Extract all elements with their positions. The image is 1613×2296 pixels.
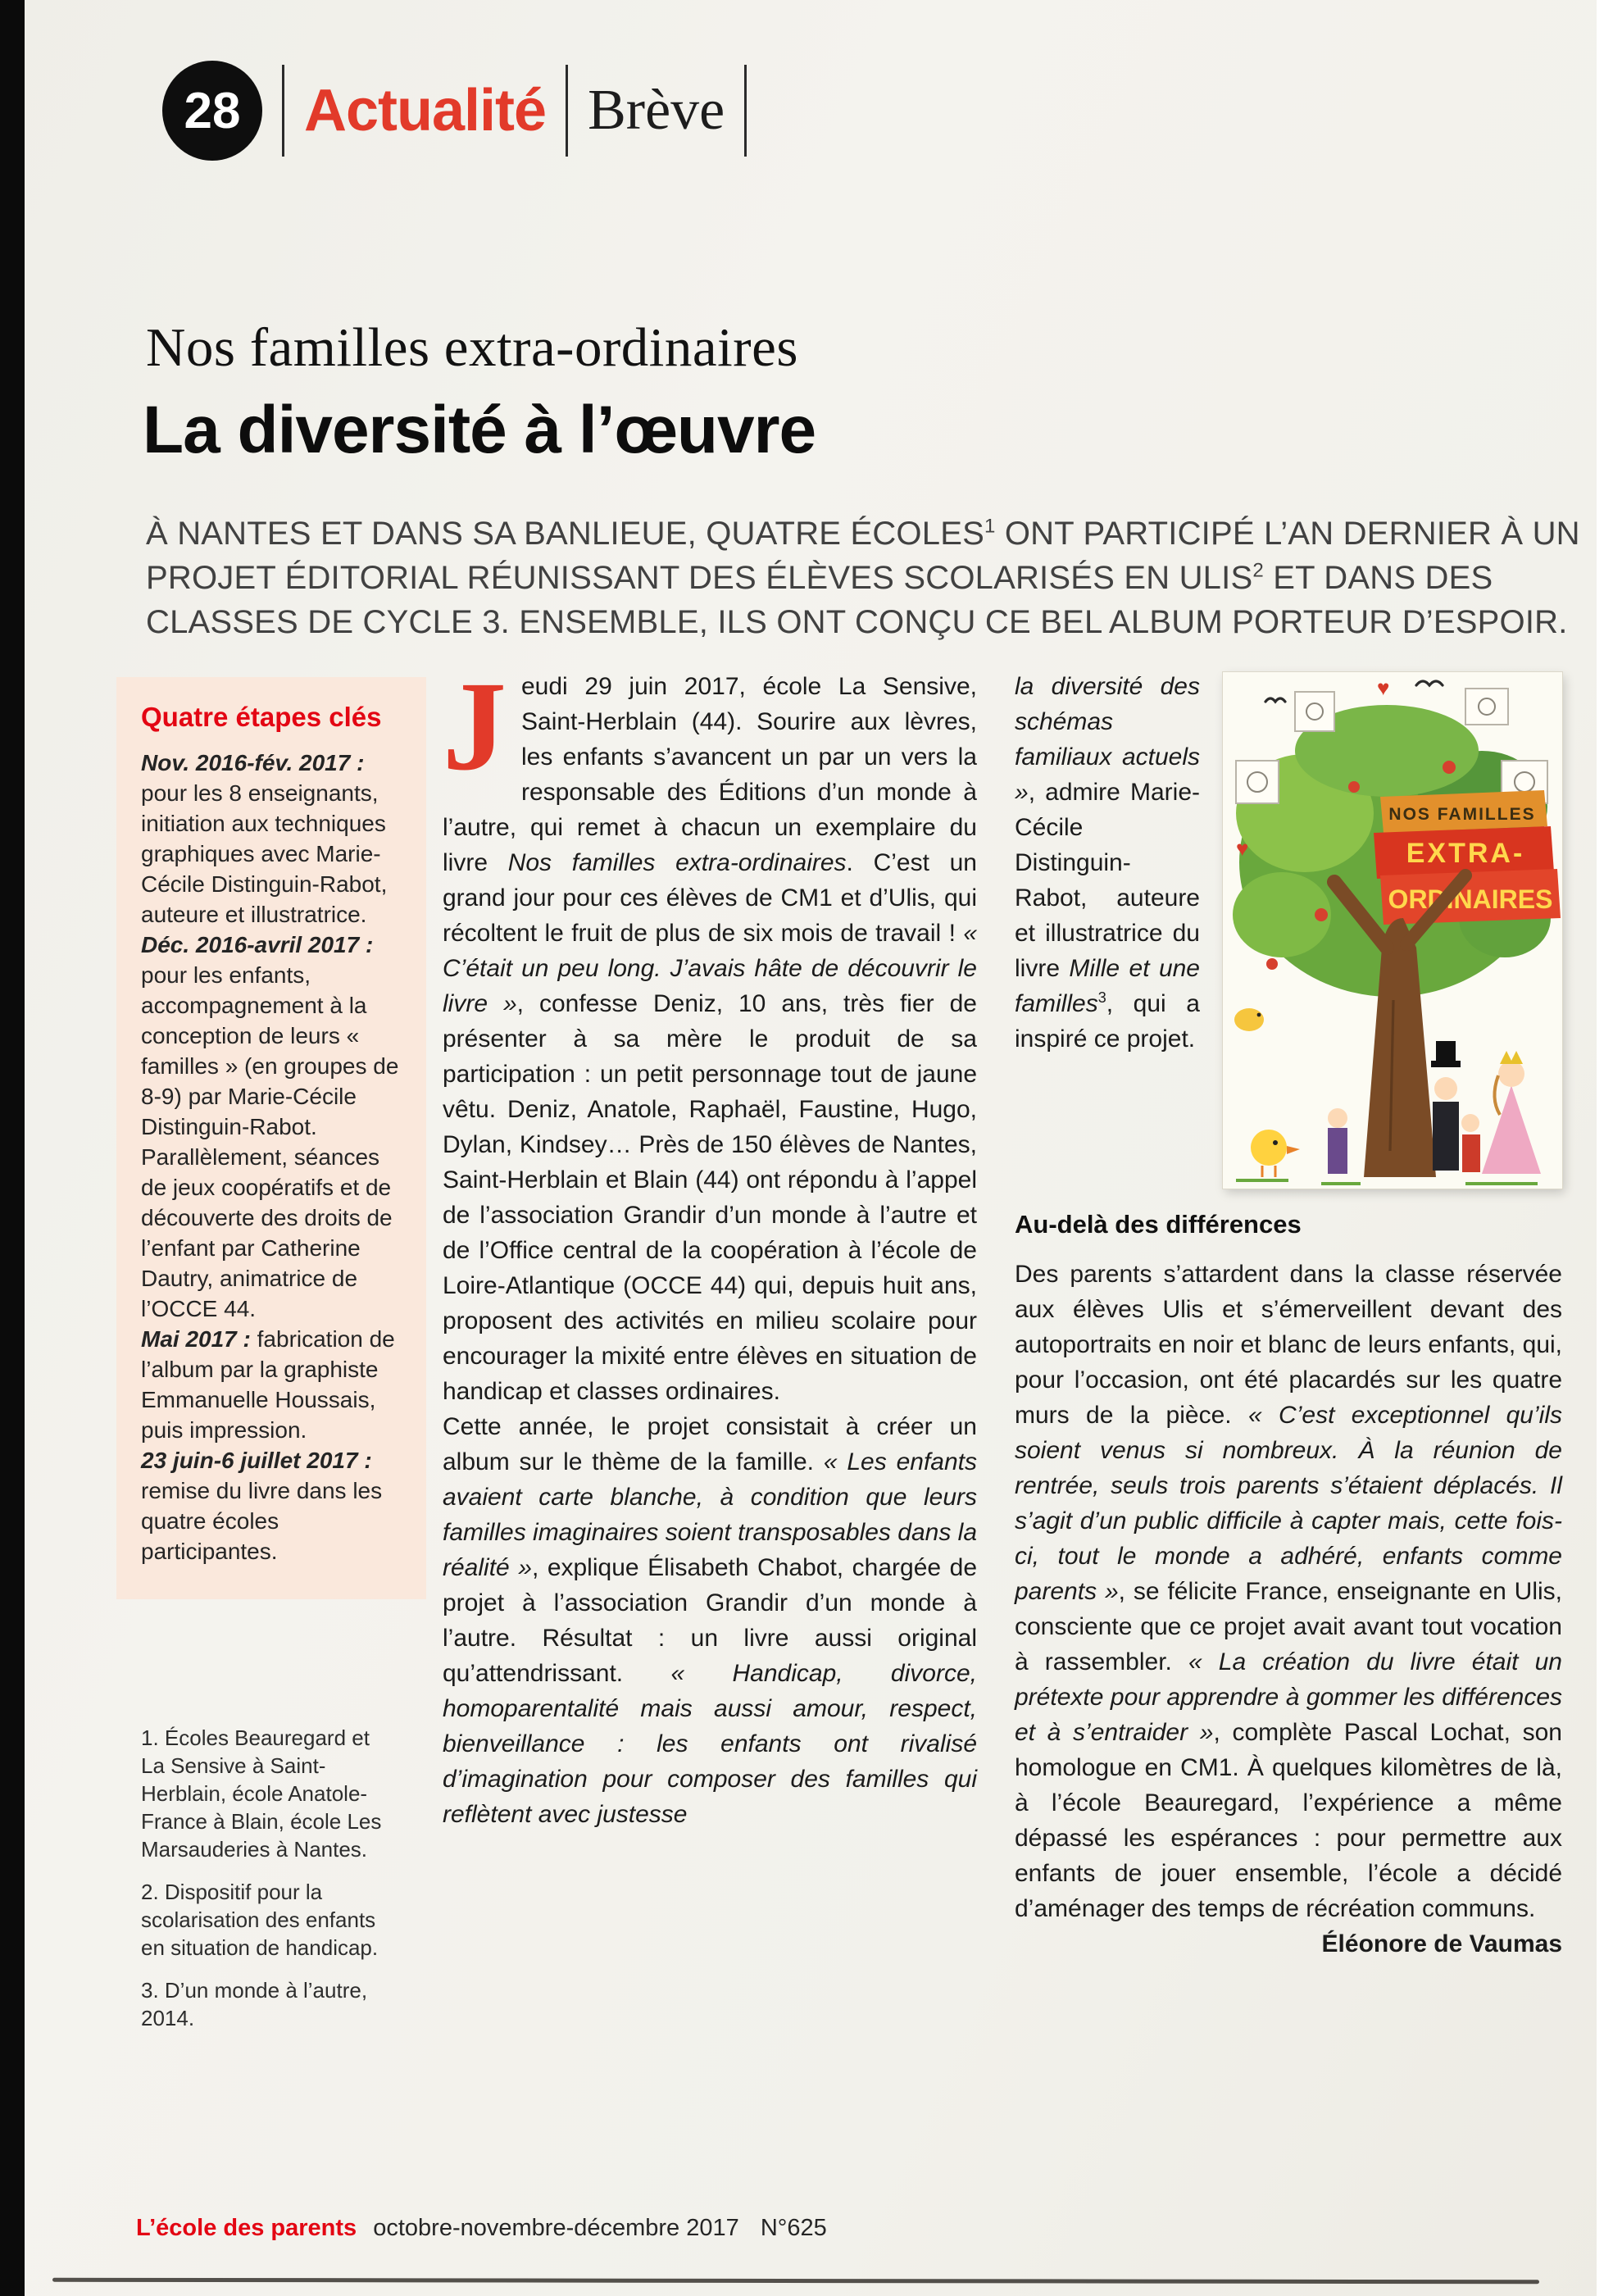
vignette-frame [1236, 761, 1279, 803]
page-header [162, 61, 766, 161]
sidebar-column [116, 677, 426, 2047]
vignette-frame [1295, 692, 1334, 731]
issue-date: octobre-novembre-décembre 2017 [373, 2215, 739, 2241]
key-steps-box [116, 677, 426, 1599]
paragraph-4-text: Des parents s’attardent dans la classe réservée aux élèves Ulis et s’émerveillent devant des autoportraits en noir et blanc de leurs enfants, qui, pour l’occasion, ont été placardés sur les quatre murs de la pièce. « C’est exceptionnel qu’ils soient venus si nombreux. À la réunion de rentrée, seuls trois parents s’étaient déplacés. Il s’agit d’un public difficile à capter mais, cette fois-ci, tout le monde a adhéré, enfants comme parents », se félicite France, enseignante en Ulis, consciente que ce projet avait avant tout vocation à rassembler. « La création du livre était un prétexte pour apprendre à gommer les différences et à s’entraider », complète Pascal Lochat, son homologue en CM1. À quelques kilomètres de là, à l’école Beauregard, l’expérience a même dépassé les espérances : pour permettre aux enfants de jouer ensemble, l’école a décidé d’aménager des temps de récréation communs. [1015, 1261, 1562, 1922]
key-step-date: Déc. 2016-avril 2017 : [141, 932, 374, 957]
article-kicker: Nos familles extra-ordinaires [146, 317, 798, 378]
paragraph-3: la diversité des schémas familiaux actuels », admire Marie-Cécile Distinguin-Rabot, auteure et illustratrice du livre Mille et une familles$^3$, qui a inspiré ce projet. [1015, 673, 1200, 1053]
page-footer [136, 2215, 827, 2242]
header-divider [744, 65, 747, 157]
key-step [141, 748, 403, 930]
red-figure [1461, 1114, 1480, 1172]
article-title: La diversité à l’œuvre [143, 393, 816, 467]
heart-icon: ♥ [1236, 836, 1249, 861]
key-steps-title: Quatre étapes clés [141, 702, 382, 732]
header-divider [566, 65, 568, 157]
book-title-mid: EXTRA- [1406, 838, 1525, 869]
paper-edge-right [1597, 0, 1613, 2296]
page-number: 28 [184, 82, 241, 139]
footnotes [141, 1724, 392, 2032]
section-label: Actualité [304, 78, 547, 143]
scan-edge-left [0, 0, 25, 2296]
issue-number: N°625 [760, 2215, 827, 2241]
heart-icon: ♥ [1377, 675, 1390, 700]
subhead: Au-delà des différences [1015, 1210, 1302, 1239]
byline: Éléonore de Vaumas [1321, 1930, 1562, 1957]
article-column-2 [1015, 669, 1562, 1962]
page-bottom-edge [52, 2278, 1539, 2285]
key-step [141, 930, 403, 1324]
article-column-1 [443, 655, 978, 1832]
key-step-text: pour les 8 enseignants, initiation aux techniques graphiques avec Marie-Cécile Distinguin-Rabot, auteure et illustratrice. [141, 780, 388, 927]
key-step [141, 1324, 403, 1445]
paragraph-1: eudi 29 juin 2017, école La Sensive, Saint-Herblain (44). Sourire aux lèvres, les enfants s’avancent un par un vers la responsable des Éditions d’un monde à l’autre, qui remet à chacun un exemplaire du livre Nos familles extra-ordinaires. C’est un grand jour pour ces élèves de CM1 et d’Ulis, qui récoltent le fruit de plus de six mois de travail ! « C’était un peu long. J’avais hâte de découvrir le livre », confesse Deniz, 10 ans, très fier de présenter à sa mère le produit de sa participation : un petit personnage tout de jaune vêtu. Deniz, Anatole, Raphaël, Faustine, Hugo, Dylan, Kindsey… Près de 150 élèves de Nantes, Saint-Herblain et Blain (44) ont répondu à l’appel de l’association Grandir d’un monde à l’autre et de l’Office central de la coopération à l’école de Loire-Atlantique (OCCE 44) qui, depuis huit ans, proposent des activités en milieu scolaire pour encourager la mixité entre élèves en situation de handicap et classes ordinaires. [443, 673, 977, 1405]
book-cover [1223, 672, 1562, 1189]
book-title-top: NOS FAMILLES [1388, 805, 1536, 824]
dropcap: J [443, 655, 507, 797]
key-step-date: Mai 2017 : [141, 1326, 251, 1352]
key-step-text: fabrication de l’album par la graphiste Emmanuelle Houssais, puis impression. [141, 1326, 395, 1443]
key-step-text: pour les enfants, accompagnement à la conception de leurs « familles » (en groupes de 8-9) par Marie-Cécile Distinguin-Rabot. Parallèlement, séances de jeux coopératifs et de découverte des droits de l’enfant par Catherine Dautry, animatrice de l’OCCE 44. [141, 962, 399, 1321]
rubric-label: Brève [588, 79, 725, 142]
purple-figure [1328, 1108, 1347, 1174]
key-step-text: remise du livre dans les quatre écoles participantes. [141, 1478, 383, 1564]
paragraph-4 [1015, 1257, 1562, 1957]
book-title-bottom: ORDINAIRES [1388, 884, 1553, 914]
header-divider [282, 65, 284, 157]
paragraph-2: Cette année, le projet consistait à créer un album sur le thème de la famille. « Les enfants avaient carte blanche, à condition que leurs familles imaginaires soient transposables dans la réalité », explique Élisabeth Chabot, chargée de projet à l’association Grandir d’un monde à l’autre. Résultat : un livre aussi original qu’attendrissant. « Handicap, divorce, homoparentalité mais aussi amour, respect, bienveillance : les enfants ont rivalisé d’imagination pour composer des familles qui reflètent avec justesse [443, 1413, 978, 1828]
book-cover-illustration [1223, 672, 1562, 1189]
yellow-bird-icon [1234, 1008, 1264, 1031]
footnote-1: 1. Écoles Beauregard et La Sensive à Saint-Herblain, école Anatole-France à Blain, école Les Marsauderies à Nantes. [141, 1725, 382, 1862]
vignette-frame [1465, 689, 1508, 725]
footnote-2: 2. Dispositif pour la scolarisation des enfants en situation de handicap. [141, 1880, 379, 1960]
page-number-badge [162, 61, 262, 161]
footnote-3: 3. D’un monde à l’autre, 2014. [141, 1978, 368, 2030]
magazine-name: L’école des parents [136, 2215, 357, 2241]
key-step [141, 1445, 403, 1566]
standfirst: À NANTES ET DANS SA BANLIEUE, QUATRE ÉCOLES$^1$ ONT PARTICIPÉ L’AN DERNIER À UN PROJET ÉDITORIAL RÉUNISSANT DES ÉLÈVES SCOLARISÉS EN ULIS$^2$ ET DANS DES CLASSES DE CYCLE 3. ENSEMBLE, ILS ONT CONÇU CE BEL ALBUM PORTEUR D’ESPOIR. [146, 515, 1580, 640]
key-step-date: 23 juin-6 juillet 2017 : [141, 1448, 372, 1473]
key-step-date: Nov. 2016-fév. 2017 : [141, 750, 365, 775]
